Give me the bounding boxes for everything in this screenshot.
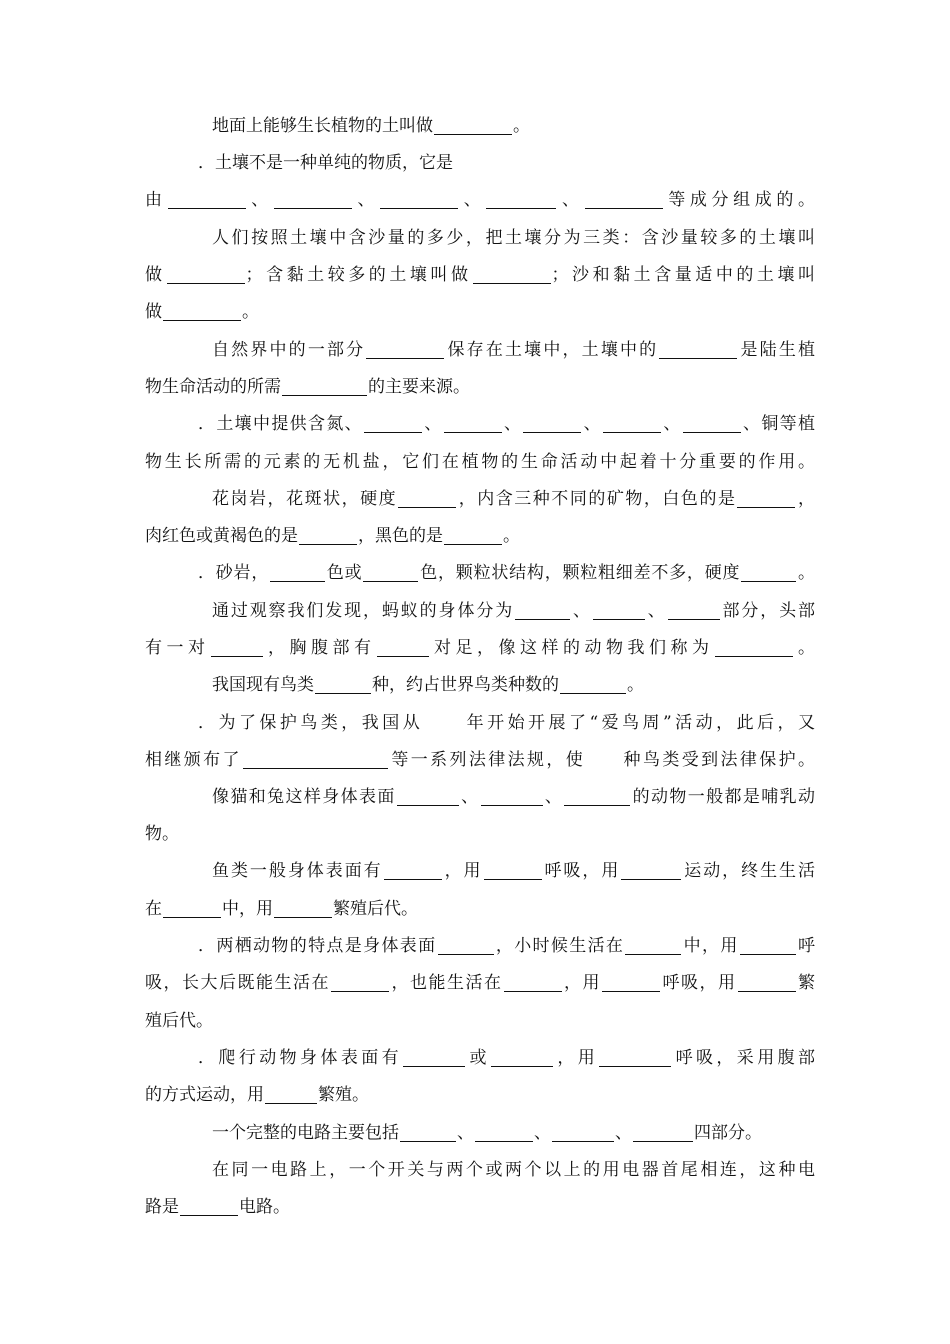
question-text: 、 bbox=[615, 1123, 632, 1143]
question-line bbox=[212, 339, 815, 361]
question-text: 保存在土壤中，土壤中的 bbox=[445, 340, 659, 360]
answer-blank[interactable] bbox=[740, 936, 796, 955]
question-text: ．砂岩， bbox=[198, 563, 270, 583]
answer-blank[interactable] bbox=[668, 601, 720, 620]
question-text: 中，用 bbox=[682, 936, 739, 956]
answer-blank[interactable] bbox=[366, 340, 444, 359]
question-text: 。 bbox=[793, 638, 815, 658]
question-line bbox=[212, 674, 815, 696]
question-text: 像猫和兔这样身体表面 bbox=[212, 787, 396, 807]
question-text: 繁 bbox=[796, 973, 815, 993]
answer-blank[interactable] bbox=[168, 190, 246, 209]
answer-blank[interactable] bbox=[299, 526, 357, 545]
answer-blank[interactable] bbox=[163, 899, 221, 918]
question-text: ，用 bbox=[442, 861, 483, 881]
question-text: 等一系列法律法规，使 bbox=[388, 750, 586, 770]
question-line bbox=[198, 712, 815, 734]
question-text: 自然界中的一部分 bbox=[212, 340, 366, 360]
question-line bbox=[212, 860, 815, 882]
answer-blank[interactable] bbox=[603, 414, 661, 433]
question-text: ．爬行动物身体表面有 bbox=[198, 1048, 403, 1068]
question-text: ，胸腹部有 bbox=[263, 638, 376, 658]
question-text: 等成分组成的。 bbox=[663, 190, 815, 210]
question-text: 呼吸，采用腹部 bbox=[672, 1048, 816, 1068]
question-text: 、 bbox=[557, 190, 584, 210]
question-text: 四部分。 bbox=[694, 1123, 762, 1143]
question-line bbox=[145, 451, 815, 473]
answer-blank[interactable] bbox=[481, 787, 543, 806]
answer-blank[interactable] bbox=[602, 973, 660, 992]
question-text: 的动物一般都是哺乳动 bbox=[631, 787, 815, 807]
question-text: 在同一电路上，一个开关与两个或两个以上的用电器首尾相连，这种电 bbox=[212, 1160, 815, 1180]
question-line bbox=[145, 637, 815, 659]
question-text: 我国现有鸟类 bbox=[212, 675, 314, 695]
question-line bbox=[198, 935, 815, 957]
question-text: 、 bbox=[582, 414, 603, 434]
answer-blank[interactable] bbox=[633, 1123, 693, 1142]
question-text: 由 bbox=[145, 190, 167, 210]
question-line bbox=[212, 1159, 815, 1181]
question-text: 、 bbox=[571, 601, 592, 621]
question-text: 、 bbox=[645, 601, 667, 621]
question-text: 做 bbox=[145, 302, 162, 322]
question-line bbox=[145, 301, 815, 323]
question-text: 年开始开展了“爱鸟周”活动，此后，又 bbox=[463, 713, 816, 733]
question-text: 物生命活动的所需 bbox=[145, 377, 281, 397]
question-text: ，用 bbox=[562, 973, 601, 993]
question-line bbox=[198, 152, 815, 174]
question-line bbox=[198, 562, 815, 584]
question-text: 在 bbox=[145, 899, 162, 919]
question-text: 种鸟类受到法律保护。 bbox=[621, 750, 816, 770]
answer-blank[interactable] bbox=[523, 414, 581, 433]
question-line bbox=[198, 413, 815, 435]
question-line bbox=[212, 600, 815, 622]
question-text: 繁殖。 bbox=[318, 1085, 369, 1105]
question-text: 、 bbox=[459, 190, 486, 210]
answer-blank[interactable] bbox=[274, 899, 332, 918]
question-text: ．土壤中提供含氮、 bbox=[198, 414, 363, 434]
answer-blank[interactable] bbox=[331, 973, 389, 992]
question-text: 、 bbox=[246, 190, 273, 210]
question-text: 、 bbox=[423, 414, 443, 434]
question-text: 呼 bbox=[796, 936, 816, 956]
answer-blank[interactable] bbox=[180, 1197, 238, 1216]
answer-blank[interactable] bbox=[491, 1048, 553, 1067]
answer-blank[interactable] bbox=[265, 1085, 317, 1104]
question-text: 、 bbox=[502, 414, 523, 434]
answer-blank[interactable] bbox=[377, 638, 429, 657]
question-text: 繁殖后代。 bbox=[333, 899, 418, 919]
question-text: 、 bbox=[459, 787, 480, 807]
question-text: ．土壤不是一种单纯的物质，它是 bbox=[198, 153, 453, 173]
question-text: 人们按照土壤中含沙量的多少，把土壤分为三类：含沙量较多的土壤叫 bbox=[212, 228, 815, 248]
question-text: ，黑色的是 bbox=[358, 526, 443, 546]
question-text: ，用 bbox=[553, 1048, 599, 1068]
answer-blank[interactable] bbox=[504, 973, 562, 992]
question-line bbox=[145, 972, 815, 994]
question-text: 花岗岩，花斑状，硬度 bbox=[212, 489, 398, 509]
answer-blank[interactable] bbox=[438, 936, 494, 955]
question-text: ．为了保护鸟类，我国从 bbox=[198, 713, 424, 733]
question-text: 、铜等植 bbox=[741, 414, 816, 434]
question-text: 对足，像这样的动物我们称为 bbox=[429, 638, 714, 658]
question-text: 中，用 bbox=[222, 899, 273, 919]
question-text: 。 bbox=[503, 526, 520, 546]
answer-blank[interactable] bbox=[515, 601, 570, 620]
question-text: 的主要来源。 bbox=[368, 377, 470, 397]
question-text: 一个完整的电路主要包括 bbox=[212, 1123, 399, 1143]
question-text: 做 bbox=[145, 265, 166, 285]
question-text: 是陆生植 bbox=[738, 340, 816, 360]
question-line bbox=[145, 749, 815, 771]
question-text: 。 bbox=[797, 563, 816, 583]
answer-blank[interactable] bbox=[738, 973, 796, 992]
answer-blank[interactable] bbox=[659, 340, 737, 359]
question-line bbox=[145, 264, 815, 286]
answer-blank[interactable] bbox=[560, 675, 626, 694]
answer-blank[interactable] bbox=[400, 1123, 456, 1142]
question-text: 、 bbox=[543, 787, 564, 807]
question-text: ，也能生活在 bbox=[390, 973, 503, 993]
answer-blank[interactable] bbox=[282, 377, 367, 396]
question-text: 。 bbox=[513, 116, 530, 136]
question-text: 部分，头部 bbox=[720, 601, 816, 621]
answer-blank[interactable] bbox=[552, 1123, 614, 1142]
answer-blank[interactable] bbox=[403, 1048, 465, 1067]
question-text: 呼吸，用 bbox=[661, 973, 737, 993]
question-text: 呼吸，用 bbox=[542, 861, 621, 881]
question-text: 、 bbox=[352, 190, 380, 210]
answer-blank[interactable] bbox=[715, 638, 793, 657]
question-text: 有一对 bbox=[145, 638, 210, 658]
question-line bbox=[145, 898, 815, 920]
question-text: 色或 bbox=[326, 563, 363, 583]
answer-blank[interactable] bbox=[625, 936, 681, 955]
question-text: 种，约占世界鸟类种数的 bbox=[372, 675, 559, 695]
answer-blank[interactable] bbox=[315, 675, 371, 694]
answer-blank[interactable] bbox=[683, 414, 741, 433]
question-text: 肉红色或黄褐色的是 bbox=[145, 526, 298, 546]
question-text: 或 bbox=[466, 1048, 490, 1068]
answer-blank[interactable] bbox=[621, 861, 681, 880]
question-text: 相继颁布了 bbox=[145, 750, 242, 770]
question-text: 。 bbox=[242, 302, 259, 322]
answer-blank[interactable] bbox=[434, 116, 512, 135]
question-line bbox=[145, 1196, 815, 1218]
question-line bbox=[145, 189, 815, 211]
answer-blank[interactable] bbox=[741, 563, 796, 582]
question-line bbox=[212, 115, 815, 137]
question-text: ，小时候生活在 bbox=[494, 936, 625, 956]
question-text: ．两栖动物的特点是身体表面 bbox=[198, 936, 437, 956]
question-text: 。 bbox=[627, 675, 644, 695]
question-text: 物生长所需的元素的无机盐，它们在植物的生命活动中起着十分重要的作用。 bbox=[145, 452, 815, 472]
question-text: 地面上能够生长植物的土叫做 bbox=[212, 116, 433, 136]
question-text: 、 bbox=[534, 1123, 551, 1143]
answer-blank[interactable] bbox=[444, 414, 502, 433]
question-line bbox=[145, 1084, 815, 1106]
question-text: 鱼类一般身体表面有 bbox=[212, 861, 383, 881]
question-text: 物。 bbox=[145, 824, 179, 844]
question-text: 、 bbox=[457, 1123, 474, 1143]
question-text: 电路。 bbox=[239, 1197, 290, 1217]
answer-blank[interactable] bbox=[363, 563, 418, 582]
answer-blank[interactable] bbox=[564, 787, 630, 806]
answer-blank[interactable] bbox=[737, 489, 795, 508]
answer-blank[interactable] bbox=[397, 787, 459, 806]
question-line bbox=[212, 488, 815, 510]
answer-blank[interactable] bbox=[364, 414, 422, 433]
answer-blank[interactable] bbox=[163, 302, 241, 321]
question-line bbox=[212, 786, 815, 808]
question-text: ；含黏土较多的土壤叫做 bbox=[245, 265, 472, 285]
answer-blank[interactable] bbox=[475, 1123, 533, 1142]
question-line bbox=[145, 1010, 815, 1032]
question-text: 运动，终生生活 bbox=[682, 861, 816, 881]
answer-blank[interactable] bbox=[585, 190, 663, 209]
answer-blank[interactable] bbox=[599, 1048, 671, 1067]
answer-blank[interactable] bbox=[486, 190, 556, 209]
answer-blank[interactable] bbox=[380, 190, 458, 209]
answer-blank[interactable] bbox=[444, 526, 502, 545]
question-text: 殖后代。 bbox=[145, 1011, 213, 1031]
question-line bbox=[212, 227, 815, 249]
answer-blank[interactable] bbox=[211, 638, 263, 657]
question-text: 路是 bbox=[145, 1197, 179, 1217]
question-line bbox=[198, 1047, 815, 1069]
answer-blank[interactable] bbox=[473, 265, 551, 284]
answer-blank[interactable] bbox=[243, 750, 388, 769]
question-text: 色，颗粒状结构，颗粒粗细差不多，硬度 bbox=[419, 563, 741, 583]
question-text: 通过观察我们发现，蚂蚁的身体分为 bbox=[212, 601, 515, 621]
answer-blank[interactable] bbox=[593, 601, 645, 620]
question-line bbox=[145, 376, 815, 398]
answer-blank[interactable] bbox=[274, 190, 352, 209]
question-text: ；沙和黏土含量适中的土壤叫 bbox=[551, 265, 816, 285]
answer-blank[interactable] bbox=[167, 265, 245, 284]
question-line bbox=[145, 823, 815, 845]
question-text: ，内含三种不同的矿物，白色的是 bbox=[457, 489, 737, 509]
question-text: 的方式运动，用 bbox=[145, 1085, 264, 1105]
question-line bbox=[212, 1122, 815, 1144]
question-text: 、 bbox=[662, 414, 682, 434]
answer-blank[interactable] bbox=[384, 861, 442, 880]
answer-blank[interactable] bbox=[398, 489, 456, 508]
question-text: 吸，长大后既能生活在 bbox=[145, 973, 330, 993]
answer-blank[interactable] bbox=[484, 861, 542, 880]
question-text: ， bbox=[796, 489, 816, 509]
answer-blank[interactable] bbox=[270, 563, 325, 582]
question-line bbox=[145, 525, 815, 547]
